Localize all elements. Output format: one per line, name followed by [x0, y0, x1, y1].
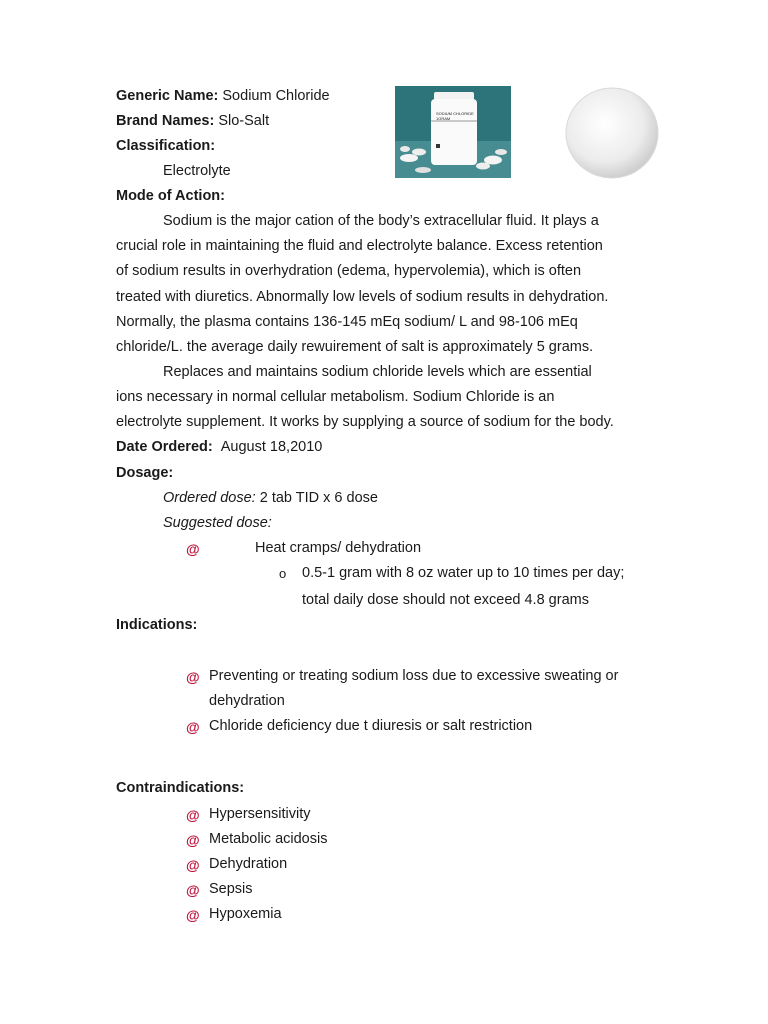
indication-item-line: Chloride deficiency due t diuresis or salt restriction	[209, 718, 533, 734]
indications-heading: Indications:	[116, 617, 198, 633]
contraindication-item: Dehydration	[209, 856, 288, 872]
indication-item-line: dehydration	[209, 693, 285, 709]
generic-name-line	[116, 85, 330, 107]
moa-p1-line: of sodium results in overhydration (edema, hypervolemia), which is often	[116, 263, 582, 279]
bullet-icon: @	[186, 669, 200, 685]
brand-names-value: Slo-Salt	[218, 113, 270, 129]
moa-p2-line: Replaces and maintains sodium chloride levels which are essential	[163, 364, 592, 380]
bullet-icon: @	[186, 832, 200, 848]
classification-value: Electrolyte	[163, 163, 231, 179]
bullet-icon: @	[186, 882, 200, 898]
dosage-sub-line: 0.5-1 gram with 8 oz water up to 10 times per day;	[302, 565, 625, 581]
brand-names-line	[116, 110, 269, 132]
bullet-icon: @	[186, 719, 200, 735]
contraindication-item: Sepsis	[209, 881, 253, 897]
contraindication-item: Hypersensitivity	[209, 806, 311, 822]
contraindications-heading: Contraindications:	[116, 780, 245, 796]
bottle-label-line1: SODIUM CHLORIDE	[436, 111, 474, 116]
product-bottle-illustration	[395, 86, 511, 178]
ordered-dose-label: Ordered dose:	[163, 490, 256, 506]
moa-p1-line: Sodium is the major cation of the body’s extracellular fluid. It plays a	[163, 213, 599, 229]
indication-item-line: Preventing or treating sodium loss due to excessive sweating or	[209, 668, 619, 684]
product-photo	[395, 86, 511, 178]
brand-names-label: Brand Names:	[116, 113, 215, 129]
dosage-sub-line: total daily dose should not exceed 4.8 grams	[302, 592, 589, 608]
bullet-icon: @	[186, 807, 200, 823]
sub-bullet-marker: o	[279, 566, 287, 581]
ordered-dose-line	[163, 487, 378, 509]
classification-label: Classification:	[116, 138, 216, 154]
moa-p2-line: electrolyte supplement. It works by supplying a source of sodium for the body.	[116, 414, 614, 430]
date-ordered-line	[116, 436, 322, 458]
generic-name-value: Sodium Chloride	[222, 88, 330, 104]
generic-name-label: Generic Name:	[116, 88, 219, 104]
contraindication-item: Metabolic acidosis	[209, 831, 328, 847]
moa-p1-line: chloride/L. the average daily rewuirement of salt is approximately 5 grams.	[116, 339, 594, 355]
moa-p1-line: treated with diuretics. Abnormally low levels of sodium results in dehydration.	[116, 289, 609, 305]
moa-p1-line: crucial role in maintaining the fluid and electrolyte balance. Excess retention	[116, 238, 603, 254]
suggested-dose-label: Suggested dose:	[163, 515, 272, 531]
bullet-icon: @	[186, 907, 200, 923]
dosage-bullet-text: Heat cramps/ dehydration	[255, 540, 422, 556]
date-ordered-value: August 18,2010	[220, 439, 323, 455]
ordered-dose-value: 2 tab TID x 6 dose	[255, 490, 378, 506]
moa-p2-line: ions necessary in normal cellular metabolism. Sodium Chloride is an	[116, 389, 555, 405]
date-ordered-label: Date Ordered:	[116, 439, 213, 455]
bullet-icon: @	[186, 857, 200, 873]
bullet-icon: @	[186, 541, 200, 557]
moa-p1-line: Normally, the plasma contains 136-145 mEq sodium/ L and 98-106 mEq	[116, 314, 578, 330]
contraindication-item: Hypoxemia	[209, 906, 282, 922]
bottle-label-line2: 1GRAM	[436, 116, 451, 121]
dosage-heading: Dosage:	[116, 465, 174, 481]
tablet-image	[562, 84, 662, 182]
mode-of-action-heading: Mode of Action:	[116, 188, 225, 204]
